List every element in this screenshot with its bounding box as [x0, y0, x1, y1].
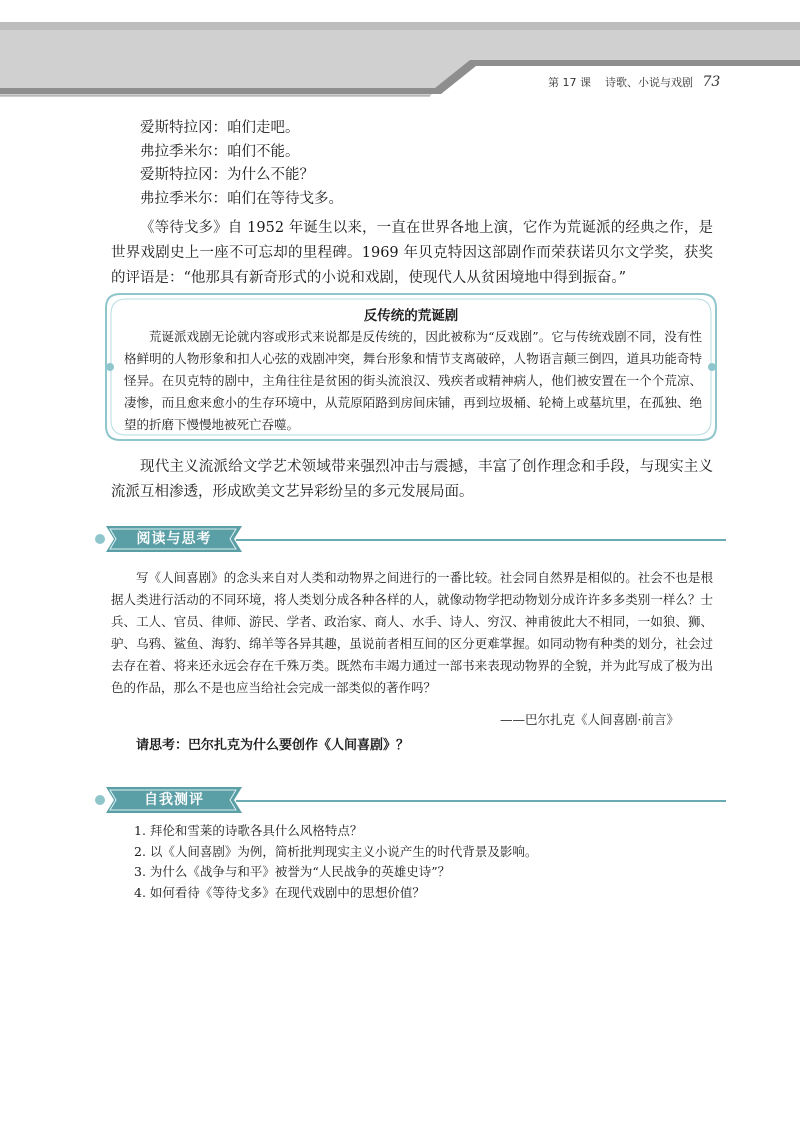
reading-source: ——巴尔扎克《人间喜剧·前言》 [500, 712, 679, 727]
list-item: 1. 拜伦和雪莱的诗歌各具什么风格特点？ [134, 823, 363, 838]
self-test-banner [86, 783, 726, 817]
reading-banner [86, 522, 726, 556]
dialogue-line: 弗拉季米尔：咱们不能。 [140, 143, 300, 160]
page-number: 73 [702, 74, 721, 90]
list-item: 2. 以《人间喜剧》为例，简析批判现实主义小说产生的时代背景及影响。 [134, 843, 538, 859]
header-bar-light-top [0, 22, 800, 30]
list-item: 4. 如何看待《等待戈多》在现代戏剧中的思想价值？ [134, 884, 425, 900]
dialogue-line: 弗拉季米尔：咱们在等待戈多。 [140, 190, 343, 207]
reading-banner-label: 阅读与思考 [136, 531, 212, 547]
self-test-list [134, 821, 537, 903]
self-test-banner-label: 自我测评 [144, 792, 204, 808]
paragraph-modernism: 现代主义流派给文学艺术领域带来强烈冲击与震撼，丰富了创作理念和手段，与现实主义流派互相渗透，形成欧美文艺异彩纷呈的多元发展局面。 [111, 459, 713, 500]
running-header [548, 74, 720, 94]
list-item: 3. 为什么《战争与和平》被誉为“人民战争的英雄史诗”？ [134, 864, 451, 879]
sidebar-box-title: 反传统的荒诞剧 [363, 308, 459, 324]
dialogue-line: 爱斯特拉冈：为什么不能？ [140, 167, 314, 183]
dialogue-line: 爱斯特拉冈：咱们走吧。 [140, 120, 300, 136]
sidebar-box-body: 荒诞派戏剧无论就内容或形式来说都是反传统的，因此被称为“反戏剧”。它与传统戏剧不同，没有性格鲜明的人物形象和扣人心弦的戏剧冲突，舞台形象和情节支离破碎，人物语言颠三倒四，道具功能奇特怪异。在贝克特的剧中，主角往往是贫困的街头流浪汉、残疾者或精神病人，他们被安置在一个个荒凉、凄惨，而且愈来愈小的生存环境中，从荒原陌路到房间床铺，再到垃圾桶、轮椅上或墓坑里，在孤独、绝望的折磨下慢慢地被死亡吞噬。 [124, 329, 702, 432]
lesson-title: 诗歌、小说与戏剧 [605, 76, 693, 89]
lesson-number: 第 17 课 [548, 76, 591, 89]
paragraph-waiting-for-godot: 《等待戈多》自 1952 年诞生以来，一直在世界各地上演，它作为荒诞派的经典之作，是世界戏剧史上一座不可忘却的里程碑。1969 年贝克特因这部剧作而荣获诺贝尔文学奖，获奖的评语是：“他那具有新奇形式的小说和戏剧，使现代人从贫困境地中得到振奋。” [111, 220, 713, 286]
reading-passage: 写《人间喜剧》的念头来自对人类和动物界之间进行的一番比较。社会同自然界是相似的。社会不也是根据人类进行活动的不同环境，将人类划分成各种各样的人，就像动物学把动物划分成许许多多类别一样么？士兵、工人、官员、律师、游民、学者、政治家、商人、水手、诗人、穷汉、神甫彼此大不相同，一如狼、狮、驴、乌鸦、鲨鱼、海豹、绵羊等各异其趣，虽说前者相互间的区分更难掌握。如同动物有种类的划分，社会过去存在着、将来还永远会存在千殊万类。既然布丰竭力通过一部书来表现动物界的全貌，并为此写成了极为出色的作品，那么不是也应当给社会完成一部类似的著作吗？ [111, 570, 713, 695]
reading-question: 请思考：巴尔扎克为什么要创作《人间喜剧》？ [136, 738, 410, 753]
dialogue-block [140, 117, 343, 211]
